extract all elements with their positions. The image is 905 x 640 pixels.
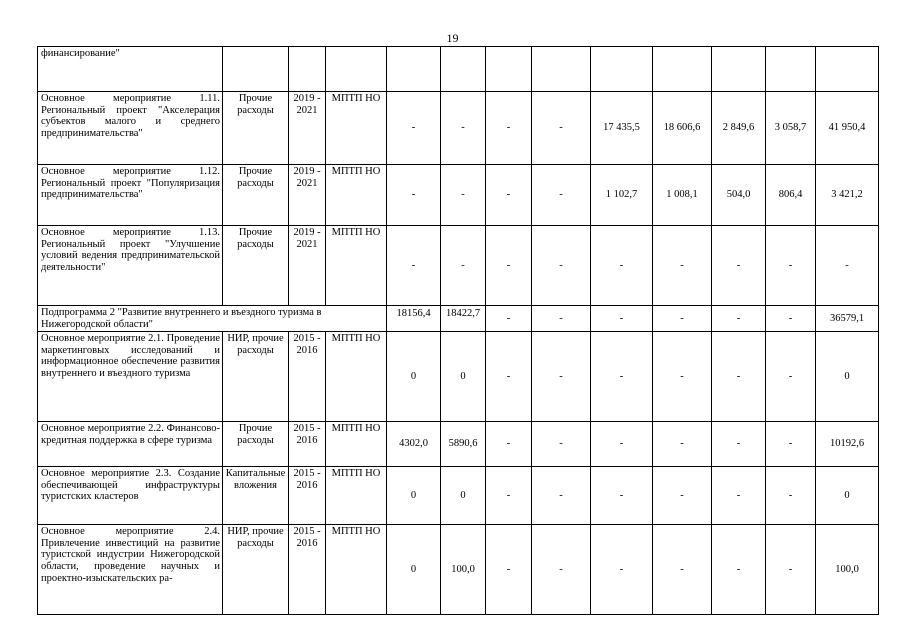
- value-cell: 41 950,4: [816, 92, 879, 165]
- value-cell: -: [532, 92, 591, 165]
- expense-type: Прочие расходы: [223, 422, 289, 467]
- value-cell: 0: [387, 525, 441, 615]
- value-cell: 10192,6: [816, 422, 879, 467]
- measure-description: Основное мероприятие 2.3. Создание обеспечивающей инфраструктуры туристских кластеров: [38, 467, 223, 525]
- value-cell: -: [532, 226, 591, 306]
- years: 2019 - 2021: [289, 92, 326, 165]
- value-cell: -: [653, 422, 712, 467]
- table-row: [38, 467, 879, 525]
- years: 2015 - 2016: [289, 467, 326, 525]
- value-cell: -: [591, 226, 653, 306]
- value-cell: -: [486, 226, 532, 306]
- value-cell: -: [712, 306, 766, 332]
- years: 2015 - 2016: [289, 525, 326, 615]
- value-cell: -: [486, 92, 532, 165]
- table-row: [38, 47, 879, 92]
- expense-type: НИР, прочие расходы: [223, 332, 289, 422]
- value-cell: [532, 47, 591, 92]
- table-row: [38, 422, 879, 467]
- value-cell: 3 058,7: [766, 92, 816, 165]
- value-cell: 18 606,6: [653, 92, 712, 165]
- executor: МПТП НО: [326, 226, 387, 306]
- measure-description: Основное мероприятие 1.11. Региональный проект "Акселерация субъектов малого и среднего предпринимательства": [38, 92, 223, 165]
- value-cell: -: [766, 306, 816, 332]
- value-cell: 17 435,5: [591, 92, 653, 165]
- value-cell: -: [766, 332, 816, 422]
- value-cell: -: [486, 422, 532, 467]
- measure-description: Основное мероприятие 2.1. Проведение маркетинговых исследований и информационное обеспечение развития внутреннего и въездного туризма: [38, 332, 223, 422]
- value-cell: 1 102,7: [591, 165, 653, 226]
- value-cell: 100,0: [441, 525, 486, 615]
- value-cell: -: [712, 226, 766, 306]
- value-cell: -: [591, 306, 653, 332]
- table-row: [38, 92, 879, 165]
- value-cell: -: [486, 165, 532, 226]
- value-cell: [712, 47, 766, 92]
- value-cell: -: [766, 467, 816, 525]
- expense-type: [223, 47, 289, 92]
- value-cell: 0: [441, 332, 486, 422]
- page-number: 19: [446, 31, 459, 45]
- value-cell: -: [591, 525, 653, 615]
- value-cell: 806,4: [766, 165, 816, 226]
- value-cell: 0: [816, 467, 879, 525]
- value-cell: -: [532, 525, 591, 615]
- value-cell: -: [591, 332, 653, 422]
- value-cell: -: [387, 92, 441, 165]
- table-row: [38, 306, 879, 332]
- value-cell: [486, 47, 532, 92]
- table-row: [38, 165, 879, 226]
- value-cell: -: [653, 525, 712, 615]
- measure-description: Основное мероприятие 1.12. Региональный проект "Популяризация предпринимательства": [38, 165, 223, 226]
- value-cell: -: [591, 467, 653, 525]
- value-cell: 504,0: [712, 165, 766, 226]
- expense-type: Прочие расходы: [223, 92, 289, 165]
- table-row: [38, 226, 879, 306]
- measure-description: Основное мероприятие 1.13. Региональный проект "Улучшение условий ведения предпринимательской деятельности": [38, 226, 223, 306]
- executor: МПТП НО: [326, 92, 387, 165]
- years: 2019 - 2021: [289, 226, 326, 306]
- value-cell: 18422,7: [441, 306, 486, 332]
- value-cell: -: [532, 165, 591, 226]
- value-cell: -: [653, 467, 712, 525]
- value-cell: -: [766, 226, 816, 306]
- table-row: [38, 332, 879, 422]
- value-cell: -: [486, 525, 532, 615]
- value-cell: -: [486, 332, 532, 422]
- value-cell: 0: [441, 467, 486, 525]
- value-cell: [441, 47, 486, 92]
- executor: МПТП НО: [326, 467, 387, 525]
- value-cell: 0: [387, 467, 441, 525]
- value-cell: [653, 47, 712, 92]
- subprogram-title: Подпрограмма 2 "Развитие внутреннего и въездного туризма в Нижегородской области": [38, 306, 387, 332]
- value-cell: -: [766, 422, 816, 467]
- value-cell: -: [486, 467, 532, 525]
- value-cell: 4302,0: [387, 422, 441, 467]
- value-cell: -: [387, 165, 441, 226]
- value-cell: [766, 47, 816, 92]
- table-row: [38, 525, 879, 615]
- executor: МПТП НО: [326, 525, 387, 615]
- expense-type: НИР, прочие расходы: [223, 525, 289, 615]
- value-cell: -: [653, 226, 712, 306]
- value-cell: -: [441, 92, 486, 165]
- value-cell: -: [387, 226, 441, 306]
- expense-type: Прочие расходы: [223, 165, 289, 226]
- value-cell: 2 849,6: [712, 92, 766, 165]
- measure-description: Основное мероприятие 2.4. Привлечение инвестиций на развитие туристской индустрии Нижегородской области, проведение научных и проектно-изыскательских ра-: [38, 525, 223, 615]
- value-cell: [591, 47, 653, 92]
- value-cell: -: [712, 332, 766, 422]
- executor: МПТП НО: [326, 165, 387, 226]
- value-cell: 100,0: [816, 525, 879, 615]
- value-cell: [387, 47, 441, 92]
- value-cell: 5890,6: [441, 422, 486, 467]
- executor: МПТП НО: [326, 332, 387, 422]
- value-cell: -: [441, 226, 486, 306]
- years: [289, 47, 326, 92]
- value-cell: -: [532, 332, 591, 422]
- value-cell: -: [712, 525, 766, 615]
- value-cell: -: [712, 422, 766, 467]
- value-cell: -: [653, 306, 712, 332]
- executor: [326, 47, 387, 92]
- years: 2015 - 2016: [289, 332, 326, 422]
- value-cell: [816, 47, 879, 92]
- value-cell: -: [532, 467, 591, 525]
- value-cell: 1 008,1: [653, 165, 712, 226]
- years: 2019 - 2021: [289, 165, 326, 226]
- value-cell: 18156,4: [387, 306, 441, 332]
- value-cell: -: [441, 165, 486, 226]
- value-cell: -: [532, 306, 591, 332]
- value-cell: -: [712, 467, 766, 525]
- expense-type: Капитальные вложения: [223, 467, 289, 525]
- value-cell: -: [532, 422, 591, 467]
- measure-description: Основное мероприятие 2.2. Финансово-кредитная поддержка в сфере туризма: [38, 422, 223, 467]
- value-cell: 3 421,2: [816, 165, 879, 226]
- budget-table: [37, 46, 879, 615]
- value-cell: 0: [387, 332, 441, 422]
- years: 2015 - 2016: [289, 422, 326, 467]
- measure-description: финансирование": [38, 47, 223, 92]
- expense-type: Прочие расходы: [223, 226, 289, 306]
- value-cell: -: [653, 332, 712, 422]
- value-cell: -: [486, 306, 532, 332]
- value-cell: -: [766, 525, 816, 615]
- value-cell: 36579,1: [816, 306, 879, 332]
- value-cell: 0: [816, 332, 879, 422]
- value-cell: -: [591, 422, 653, 467]
- value-cell: -: [816, 226, 879, 306]
- executor: МПТП НО: [326, 422, 387, 467]
